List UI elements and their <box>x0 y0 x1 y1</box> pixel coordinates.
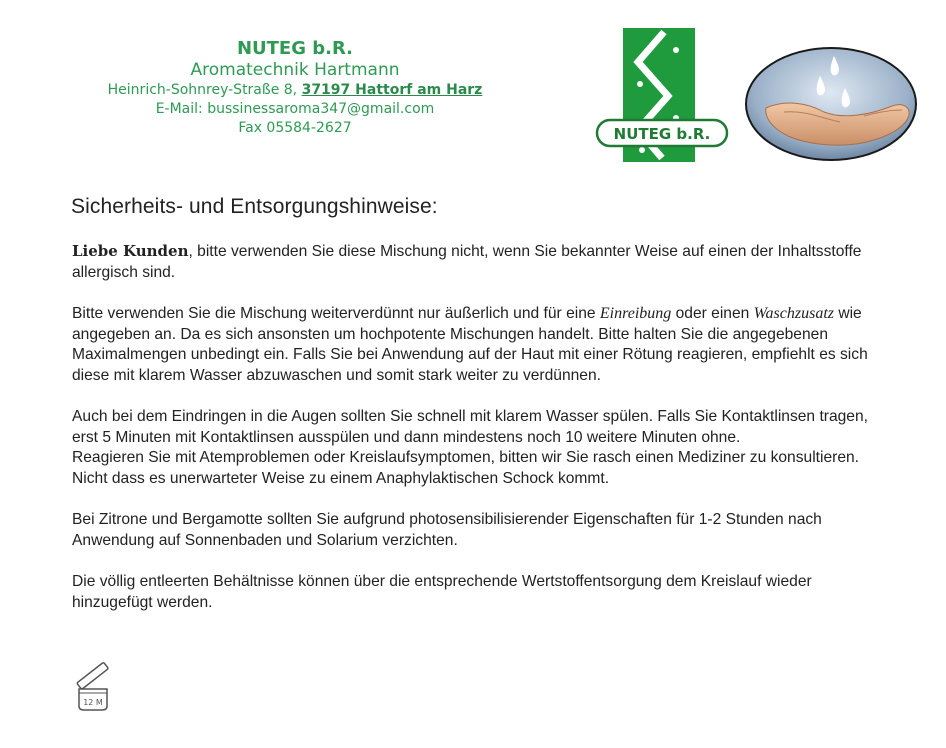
paragraph-allergy <box>72 241 872 283</box>
paragraph-breathing: Reagieren Sie mit Atemproblemen oder Kreislaufsymptomen, bitten wir Sie rasch einen Mediziner zu konsultieren. Nicht dass es unerwarteter Weise zu einem Anaphylaktischen Schock kommt. <box>72 449 859 487</box>
notice-content <box>72 241 872 634</box>
usage-text-a: Bitte verwenden Sie die Mischung weiterverdünnt nur äußerlich und für eine <box>72 305 600 322</box>
hand-drops-image <box>744 46 918 162</box>
company-address <box>60 81 530 100</box>
logo-text: NUTEG b.R. <box>613 125 711 143</box>
zip-city-link[interactable]: 37197 Hattorf am Harz <box>301 82 483 98</box>
term-waschzusatz: Waschzusatz <box>753 305 834 322</box>
allergy-text: , bitte verwenden Sie diese Mischung nicht, wenn Sie bekannter Weise auf einen der Inhaltsstoffe allergisch sind. <box>72 243 862 281</box>
usage-text-b: oder einen <box>671 305 754 322</box>
open-jar-icon <box>72 662 114 714</box>
company-fax: Fax 05584-2627 <box>238 120 352 136</box>
paragraph-usage <box>72 304 872 386</box>
nuteg-logo <box>594 26 730 166</box>
paragraph-disposal: Die völlig entleerten Behältnisse können über die entsprechende Wertstoffentsorgung dem Kreislauf wieder hinzugefügt werden. <box>72 573 812 611</box>
paragraph-eyes: Auch bei dem Eindringen in die Augen sollten Sie schnell mit klarem Wasser spülen. Falls Sie Kontaktlinsen tragen, erst 5 Minuten mit Kontaktlinsen ausspülen und dann mindestens noch 10 weitere Minuten ohne. <box>72 408 868 446</box>
company-tagline: Aromatechnik Hartmann <box>190 60 400 80</box>
usage-text-c: wie angegeben an. Da es sich ansonsten um hochpotente Mischungen handelt. Bitte halten Sie die angegebenen Maximalmengen unbedingt ein. Falls Sie bei Anwendung auf der Haut mit einer Rötung reagieren, empfiehlt es sich diese mit klarem Wasser abzuwaschen und somit stark weiter zu verdünnen. <box>72 305 868 384</box>
term-einreibung: Einreibung <box>599 305 672 322</box>
company-contact-block <box>60 38 530 138</box>
company-name: NUTEG b.R. <box>236 38 354 59</box>
greeting: Liebe Kunden <box>72 242 189 260</box>
page-heading: Sicherheits- und Entsorgungshinweise: <box>71 195 438 218</box>
company-email: E-Mail: bussinessaroma347@gmail.com <box>155 101 435 117</box>
street-address: Heinrich-Sohnrey-Straße 8, <box>107 82 302 98</box>
pao-label: 12 M <box>83 698 103 707</box>
paragraph-photosensitivity: Bei Zitrone und Bergamotte sollten Sie aufgrund photosensibilisierender Eigenschaften für 1-2 Stunden nach Anwendung auf Sonnenbaden und Solarium verzichten. <box>72 511 822 549</box>
